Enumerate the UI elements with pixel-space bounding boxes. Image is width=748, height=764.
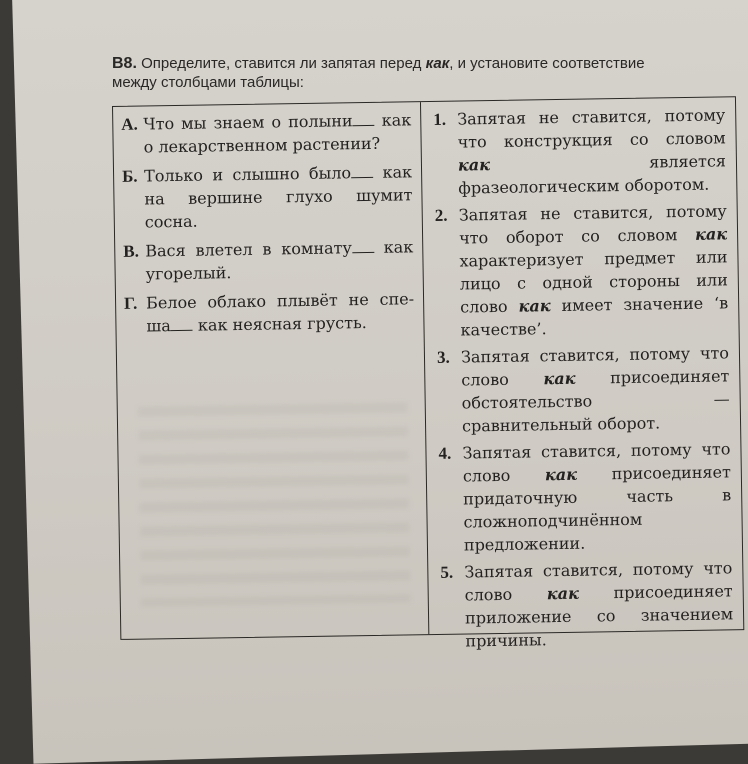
explanation-text-part: Запятая ставится, потому что слово (460, 343, 730, 390)
blank-line (352, 111, 374, 126)
explanation-3 (437, 341, 730, 438)
explanation-1-text (457, 103, 726, 199)
task-intro-line2: между столбцами таблицы: (112, 74, 304, 91)
explanation-text-part: является фразеологическим оборотом. (458, 151, 727, 198)
keyword-kak: как (518, 296, 551, 316)
sentence-g (124, 287, 415, 338)
keyword-kak: как (546, 583, 579, 604)
explanation-3-text (461, 341, 730, 437)
explanation-text-part: присоединяет приложение со значением причины. (464, 581, 734, 651)
task-intro: Определите, ставится ли запятая перед (141, 55, 422, 72)
task-intro-rest: , и установите соответствие (449, 55, 645, 72)
book-page (12, 0, 748, 764)
keyword-kak: как (543, 368, 576, 389)
matching-table (112, 96, 744, 651)
explanation-3-mark: 3. (436, 347, 450, 367)
sentence-v-mark: В. (123, 241, 140, 261)
sentence-b-text (144, 160, 413, 233)
blank-line (352, 238, 374, 253)
explanation-text-part: присоединяет придаточную часть в сложноподчинённом предложении. (463, 462, 732, 555)
explanation-text-part: имеет значение ‘в качестве’. (460, 293, 729, 340)
sentence-a-before: Что мы знаем о полыни (143, 111, 353, 134)
sentence-a (121, 108, 412, 159)
task-header (112, 54, 748, 92)
sentence-b-after: как на вершине глухо шумит сосна. (144, 162, 413, 232)
sentence-v-before: Вася влетел в комнату (145, 238, 353, 261)
sentence-g-before: Белое облако плывёт не спе-ша (145, 289, 415, 336)
sentence-v-text (145, 235, 414, 285)
explanation-5 (440, 556, 733, 653)
sentence-a-text (143, 108, 412, 158)
explanation-text-part: Запятая не ставится, потому что оборот со словом (458, 201, 727, 248)
sentence-g-text (146, 287, 415, 337)
sentence-g-mark: Г. (123, 293, 138, 313)
task-keyword: как (425, 55, 450, 72)
explanation-2 (435, 199, 729, 342)
task-number: В8. (112, 55, 137, 72)
keyword-kak: как (544, 464, 578, 485)
explanation-4 (438, 437, 732, 557)
blank-line (351, 163, 373, 178)
explanation-1 (433, 103, 726, 200)
explanation-5-mark: 5. (440, 562, 454, 582)
explanation-2-text (459, 199, 729, 341)
sentence-a-mark: А. (121, 114, 138, 134)
sentence-b-before: Только и слышно было (143, 163, 352, 186)
sentence-b (122, 160, 413, 234)
sentence-v (123, 235, 414, 286)
keyword-kak: как (457, 155, 491, 175)
explanation-5-text (464, 556, 733, 652)
explanation-text-part: Запятая не ставится, потому что конструкция со словом (457, 105, 726, 152)
explanation-1-mark: 1. (433, 109, 447, 129)
keyword-kak: как (694, 224, 728, 244)
explanation-text-part: Запятая ставится, потому что слово (462, 439, 731, 486)
explanation-text-part: Запятая ставится, потому что слово (464, 558, 733, 605)
sentence-a-after: как о лекарственном растении? (143, 110, 412, 157)
sentences-column (121, 108, 415, 344)
sentence-v-after: как угорелый. (145, 237, 414, 284)
sentence-g-after: как неясная грусть. (192, 313, 367, 335)
explanation-2-mark: 2. (434, 205, 448, 225)
explanation-4-mark: 4. (438, 443, 452, 463)
explanation-4-text (462, 437, 732, 556)
blank-line (171, 316, 193, 331)
explanation-text-part: характеризует предмет или лицо с одной стороны или слово (459, 247, 728, 317)
explanation-text-part: присоединяет обстоятельство — сравнительный оборот. (461, 366, 730, 436)
sentence-b-mark: Б. (121, 166, 138, 186)
column-divider (420, 102, 429, 634)
explanations-column (433, 103, 734, 657)
bleed-through-shadow (138, 402, 411, 606)
